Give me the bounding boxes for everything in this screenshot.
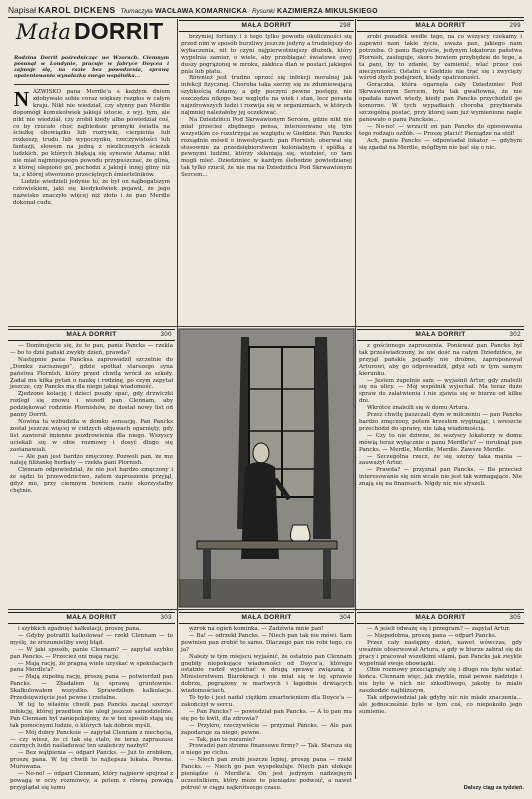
continued-note: Dalszy ciąg za tydzień.	[463, 785, 524, 791]
story-title	[8, 20, 175, 55]
translator-name: WACŁAWA KOMARNICKA	[155, 8, 248, 15]
illustrator-name: KAZIMIERZA MIKULSKIEGO	[277, 8, 378, 15]
intro-divider	[14, 84, 169, 85]
page-header: MAŁA DORRIT 299	[357, 20, 524, 32]
page-number: 303	[160, 614, 172, 621]
page-302	[357, 329, 524, 608]
page-text: brzymiej fortuny i z tego tylko powodu okoliczności się przed nim w sposób burzliwy jeszcze jedyny a trudniejszy do wybaczenia, nit to czyni najpierwotniejszy dłużnik, który wypełnia zamiar, o wiele, aby przebłagać światowe swej duszy pogrążonej w mroku, zakłóca dlań w postaci jakiegoś pnia lub płatu. Również jest trudno oprzeć się infekcji moralnej jak infekcji fizycznej. Choroba taka szerzy się ze zdumiewającą szybkością dziamy, a gdy poczyni pewne postępy, nie oszczędza nikogo bez względu na wiek i stan, lecz porasta najzdrowszych ludzi i rozwija się w organizmach, w których najmniej należałoby jej oczekiwać. Na Dziedzińcu Pod Skrwawionym Sercem, gdzie nikt nie miał przecież zbędnego pensa, interesowano się tym wszystkim co rozstrzyga ze względu w Giełdzie. Pan Pancks rozsądnie mówił o inwestycjach: pan Plornish, oberwał się stosownie za przedsiębiorstwem kolonialnym i spółką z pewnymi ludźmi, którzy skłaniają się, wiedzieć, co tam mogli mieć. Dziedziniec w każdym ślebodzie powiedzianej tak tylko rzucił, że nie ma na Dziedzińcu Pod Skrwawionym Sercem...	[181, 34, 352, 179]
window-scene-illustration	[179, 329, 354, 607]
page-text: — Dominujecie się, że to pan, panie Pancks — rzekła — bo to dziś pański zwykły dzień, prawda? Następnie pana Pancksa zaprowadził szczelnie do „Domku zacisznego”, gdzie spotkał starszego syna państwa Plornish, który przed chwilą wrócił ze szkoły. Zadał mu kilka pytań o naukę i rodzinę, po czym zapytał jeszcze, czy Pancks ma dla niego jakąś wiadomość. Zjedzono kolację i dzieci poszły spać, gdy drzwiczki rozległ się znowu i wszedł pan Clennam, aby podziękować rodzinie Plornishów, że dostał nowy list od panny Dorrit. Nowina ta wzbudziła w domku sensację. Pan Pancks został jeszcze więcej w cudzych objawach ogarnięty, gdy list zawierał imienne pozdrowienia dla niego. Wszyscy uciekali się w obie rozmowy i dosyć długo się zastanawiali. — Ale pan jest bardzo zmęczony. Pozwoli pan, że mu naleję filiżankę herbaty — rzekła pani Plornish. Clennam odpowiedział, że nie jest bardzo zmęczony i że sądzi to przewodnictwo, zatem zaproszenie przyjął, gdyż mu, przy ciemnym bowiem razie skorzystałby chętnie.	[10, 343, 173, 495]
page-304	[179, 612, 354, 791]
title-panel	[8, 20, 175, 325]
row-divider	[8, 326, 524, 327]
page-header: MAŁA DORRIT 304	[179, 612, 354, 624]
page-header: MAŁA DORRIT 300	[8, 329, 175, 341]
translation-label: Tłumaczyła	[120, 8, 153, 15]
page-299	[357, 20, 524, 325]
page-text: z gościnnego zaproszenia. Ponieważ pan Pancks był tak przeświadczony, że nie dość na całym Dziedzińcu, że przyjął pańskie pojazdy nie drobne, zaproponował Arturowi, aby go odprowadził, gdyż szli w tym samym kierunku. — Jestem zupełnie sam — wyjaśnił Artur, gdy znaleźli się na ulicy. — Mój wspólnik wyjechał. Ma teraz dużo spraw do załatwienia i nie zjawia się w biurze od kilku dni. Wkrótce znaleźli się w domu Artura. Przez chwilę paszczali dym w milczeniu — pan Pancks bardzo zmęczony, potem krzesłem wyginając, i wreszcie przechodzi do sprawy, nie taką wiadomością. — Czy to nie dziwne, że wszyscy lokatorzy w domu mówią teraz wyłącznie o panu Merdle'u? — mruknął pan Pancks. — Merdle, Merdle, Merdle. Zawsze Merdle. — Szczególna rzecz, że się szerzy taka mania — zauważył Artur. — Prawda? — przyznał pan Pancks. — Bo przecież interesowanie się nim wcale nie jest tak wzmagające. Nie znają się na finansach. Nigdy nic nie słyszeli.	[359, 343, 522, 488]
illustration-panel	[179, 329, 354, 607]
page-text: — A jeśeli odważę się i przegram? — zapytał Artur. — Niepodobna, proszę pana — odparł Pancks. Przez cały następny dzień, nawet wówczas, gdy uważnie obserwował Artura, a gdy w biurze zabrał się do pracy i pracował wszelkimi siłami, pan Pancks jak zwykle wypełniał swoje obowiązki. Obie rozmowy przeciągnęły się i długo nie było widać końca. Clennam więc, jak zwykle, miał pewne nadzieje i nie było w nich nic szkodliwego, jakoby to miało zaszkodzić najbliższym. Tak odpowiedział jak gdyby nic nie miało znaczenia... ale jednocześnie było w tym coś, co niepokoiło jego sumienie.	[359, 626, 522, 715]
page-header: MAŁA DORRIT 303	[8, 612, 175, 624]
page-303	[8, 612, 175, 791]
page-300	[8, 329, 175, 608]
page-text: i szybkich zgadnięć kalkulacji, proszę pana. — Gdyby potrafili kalkulować — rzekł Clennam — to myślę, że zrozumieliby swój błąd. — W jaki sposób, panie Clennam? — zapytał szybko pan Pancks. — Przecież oni mają rację. — Mają rację, że pragną wiele uzyskać w spekulacjach pana Merdle'a? — Mają zupełną rację, proszę pana — potwierdził pan Pancks. — Zbadałem tę sprawę gruntownie. Skalkulowałem wszystko. Sprawdziłem kalkulacje. Przedsięwzięcie jest pewne i rzetelne. W tej to właśnie chwili pan Pancks zaczął szerzyć infekcję, której przedtem nie uległ jeszcze samodzielnie. Pan Clennam był zaniepokojony, że w ten sposób stają się tak pomocnymi ludzie, o których tak dobrze myśli. — Mój dobry Pancksie — zapytał Clennam z niechęcią, — czy wiesz, że ci tak się stało, że teraz zapraszasz czarnych ludzi naśladować ten szaleńczy nazbyt? — Bez wątpienia — odparł Pancks. — Już to zrobiłem, proszę pana. W tej chwili to najlepsza lokata. Pewna. Murowana. — No-no! — odparł Clennam, który najpierw spojrzał z powagą w oczy rozmówcy, a potem z równą powagą przyglądał się temu	[10, 626, 173, 791]
prefix-label: Napisał	[8, 5, 36, 15]
column-divider	[177, 19, 178, 779]
illustration-label: Rysunki	[251, 8, 275, 15]
page-number: 302	[509, 331, 521, 338]
page-header: MAŁA DORRIT 298	[179, 20, 354, 32]
title-mala: Mała	[16, 20, 72, 44]
row-divider	[8, 609, 524, 610]
drop-cap: N	[13, 87, 30, 111]
opening-text: N AZWISKO pana Merdle'a s każdym dniem zdobywało sobie coraz większy rozgłos w całym kraju. Nikt nie wiedział, czy słynny pan Merdle dopomógł komukolwiek jakiejś istocie, z wyj. tym, ale nikt nie wiedział, czy zrobił kiedy albo powiedział coś, co by rzucało choć najbledsze promyki światła na ścieżkę obowiązku lub rozrywki, cierpienia lub rozkoszy, trudu lub wypoczynku, rzeczywistości lub fantazji, słowem na jedną z niezliczonych ścieżek ludzkich, po których błąkają się synowie Adama; nikt nie miał najmniejszego powodu przypuszczać, że glina, z której ulepiono go, pochodzi z jakiejś innej gliny niż ta, z której stworzono przeciętnych śmiertelników. Ludzie wiedzieli jedynie to, że był on najbogatszym człowiekiem, jaki się kiedykolwiek pojawił, że jego nazwisko znaczyło więcej niż złoto i że pan Merdle dokonał cudu.	[13, 87, 170, 206]
column-divider	[355, 19, 356, 779]
page-number: 298	[339, 22, 351, 29]
page-number: 305	[509, 614, 521, 621]
page-number: 299	[509, 22, 521, 29]
page-header: MAŁA DORRIT 302	[357, 329, 524, 341]
title-dorrit: DORRIT	[74, 18, 164, 44]
credits-bar	[8, 4, 524, 18]
page-header: MAŁA DORRIT 305	[357, 612, 524, 624]
story-intro: Rodzina Dorrit pośrednicząc we Wzorach. Ciemnym posunął w Londynie, pracuje w fabryce Doycea i zajmuje się, na razie bez powodzenia, sprawą opatentowania wynalazku swego wspólnika...	[14, 55, 169, 79]
page-305	[357, 612, 524, 784]
page-number: 304	[339, 614, 351, 621]
author-name: KAROL DICKENS	[38, 5, 116, 15]
page-number: 300	[160, 331, 172, 338]
page-298	[179, 20, 354, 325]
page-text: wzrok na ogień kominka. — Zadziwia mnie pan! — Ba! — odrzekł Pancks. — Niech pan tak nie mówi. Sam powinien pan zrobić to samo. Dlaczego pan nie robi tego, co ja? Należy w tym miejscu wyjaśnić, że ostatnio pan Clennam gnębiły niepokojące wiadomości od Doyce'a, którego ostatnio radził wyjechać w drugą sprawę związaną z Ministerstwem Biurokracji i nie miał się w tej sprawie dobrze, pogrążony w martwych i łagodnie drwiących wiadomościach. To było i jest nadal ciężkim zmartwieniem dla Doyce'a — zakończył w sercu. — Pan Pancks? — powiedział pan Pancks. — A to pan ma się po to kwit, dla zdrowia? — Przykro, rzeczywiście — przyznał Pancks. — Ale pan zapodaruje za niego, pewne. — Tak, pan to rozumie? Prowadzi pan strome finansowe firmy? — Tak. Starsza się o niego po cichu. — Niech pan zrobi jeszcze lepiej, proszę pana — rzekł Pancks. — Niech go pan wyspekuluje. Niech pan ulokuje pieniądze u Merdle'a. On jest jedynym nadziejnym uczestnikiem, który może te pieniądze podwoić, a nawet potroić w ciągu najkrótszego czasu.	[181, 626, 352, 791]
page-text: zrobi pozadek wedle tego, na co wszyscy czekamy i zapewni nam takie życie, uważa pan, jakiego nam potrzeba. O panu Baptyście, jedynym lokatorze państwa Plornish, zasługuje, skoro bowiem przybędzie do tego, a ta pani, by to zdanie, by zamienić, wlać przez coś nieczynności. Ostatni u Giełdzie nie trać się i zwycięży wśród złych podejrzeń, kiedy opatrzoności. Gorączka, która ogarnęła cały Dziedziniec Pod Skrwawionym Sercem, była tak gwałtowna, że nie opadała nawet wtedy, kiedy pan Pancks przychodził po komorne. W tych wypadkach choroba przybierała szczególną postać, przy której sam już wymienione nagle panowało o panu Pancksie... — No-no! — wrzucił on pan Pancks do opiesowania tego rodzaju ozdób. — Proszę płacić! Pieniądze na stół! Ach, panie Pancks — odpowiadał lokator — gdybym się zgadał na Merdle, mógłbym nie bać się o nic.	[359, 34, 522, 151]
